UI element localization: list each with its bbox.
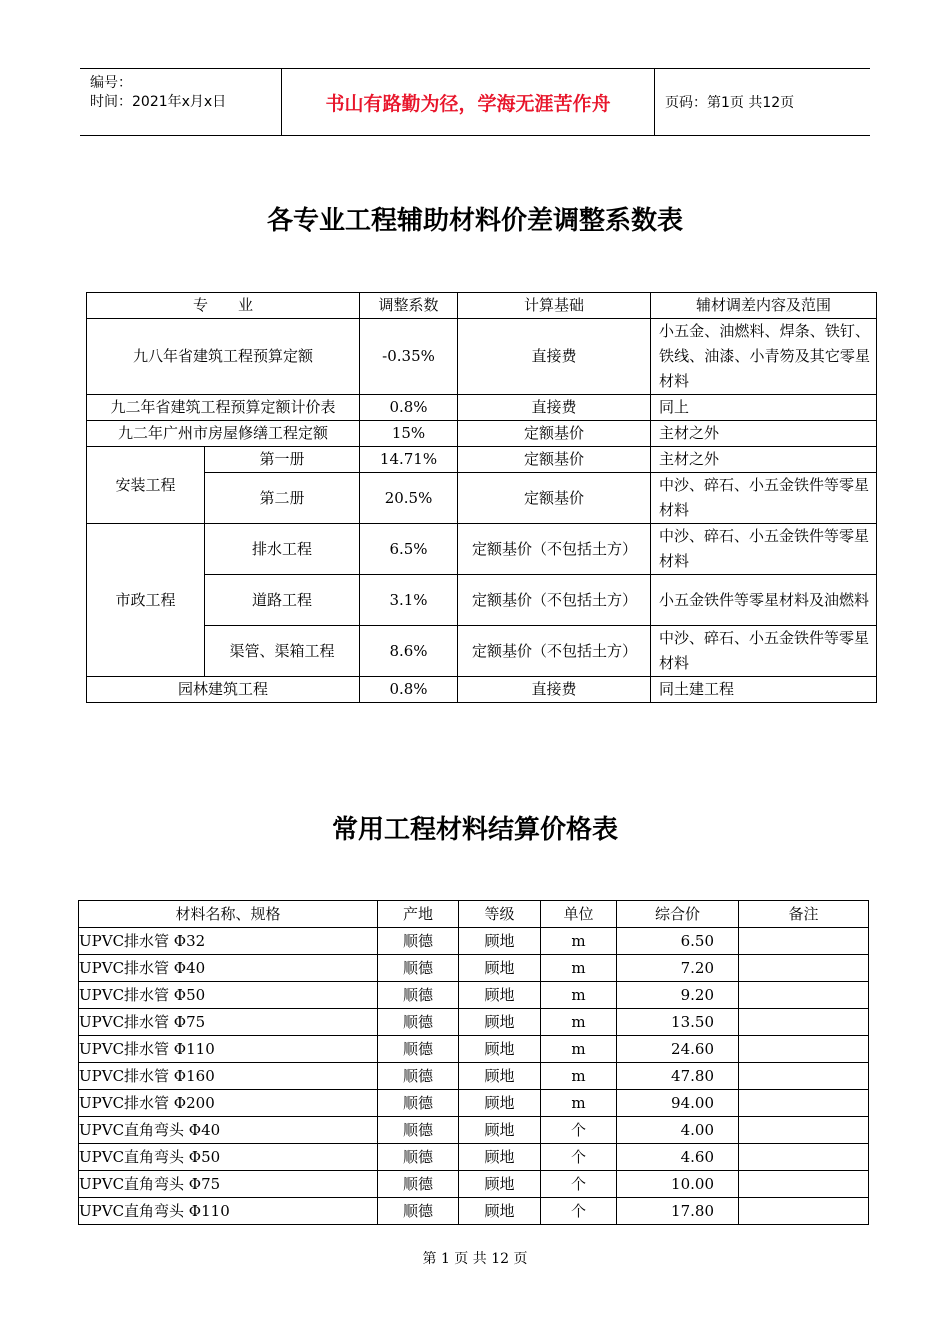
table-row: UPVC直角弯头 Φ40 顺德 顾地 个 4.00 xyxy=(79,1117,869,1144)
table-row: UPVC排水管 Φ200 顺德 顾地 m 94.00 xyxy=(79,1090,869,1117)
table-row: UPVC直角弯头 Φ50 顺德 顾地 个 4.60 xyxy=(79,1144,869,1171)
table-row: 安装工程 第一册 14.71% 定额基价 主材之外 xyxy=(87,447,877,473)
col-header-material: 材料名称、规格 xyxy=(79,901,378,928)
table-row: 第二册 20.5% 定额基价 中沙、碎石、小五金铁件等零星材料 xyxy=(87,473,877,524)
table-row: 园林建筑工程 0.8% 直接费 同土建工程 xyxy=(87,677,877,703)
table-row: UPVC排水管 Φ40 顺德 顾地 m 7.20 xyxy=(79,955,869,982)
table-row: 九二年广州市房屋修缮工程定额 15% 定额基价 主材之外 xyxy=(87,421,877,447)
col-header-remark: 备注 xyxy=(739,901,869,928)
material-price-table xyxy=(78,900,869,1225)
col-header-origin: 产地 xyxy=(378,901,459,928)
col-header-scope: 辅材调差内容及范围 xyxy=(651,293,877,319)
table-row: UPVC排水管 Φ110 顺德 顾地 m 24.60 xyxy=(79,1036,869,1063)
table-row: UPVC直角弯头 Φ110 顺德 顾地 个 17.80 xyxy=(79,1198,869,1225)
col-header-specialty: 专 业 xyxy=(87,293,360,319)
adjustment-coefficient-table xyxy=(86,292,877,703)
group-municipal: 市政工程 xyxy=(87,524,205,677)
page-footer: 第 1 页 共 12 页 xyxy=(422,1251,528,1267)
header-meta xyxy=(80,69,282,135)
doc-date-label: 时间：2021年x月x日 xyxy=(90,94,227,110)
table1-title: 各专业工程辅助材料价差调整系数表 xyxy=(266,206,683,236)
table-row: 九八年省建筑工程预算定额 -0.35% 直接费 小五金、油燃料、焊条、铁钉、铁线、油漆、小青笏及其它零星材料 xyxy=(87,319,877,395)
doc-number-label: 编号： xyxy=(90,75,132,91)
table-row: UPVC排水管 Φ32 顺德 顾地 m 6.50 xyxy=(79,928,869,955)
group-install: 安装工程 xyxy=(87,447,205,524)
col-header-basis: 计算基础 xyxy=(458,293,651,319)
table-row: 道路工程 3.1% 定额基价（不包括土方） 小五金铁件等零星材料及油燃料 xyxy=(87,575,877,626)
table-header-row xyxy=(79,901,869,928)
table-row: UPVC直角弯头 Φ75 顺德 顾地 个 10.00 xyxy=(79,1171,869,1198)
col-header-price: 综合价 xyxy=(617,901,739,928)
page-header xyxy=(80,68,870,136)
table-row: UPVC排水管 Φ75 顺德 顾地 m 13.50 xyxy=(79,1009,869,1036)
col-header-unit: 单位 xyxy=(541,901,617,928)
table2-title: 常用工程材料结算价格表 xyxy=(331,815,618,845)
table-row: UPVC排水管 Φ160 顺德 顾地 m 47.80 xyxy=(79,1063,869,1090)
col-header-grade: 等级 xyxy=(459,901,541,928)
table-header-row xyxy=(87,293,877,319)
header-page-info: 页码：第1页 共12页 xyxy=(665,95,795,111)
table-row: 九二年省建筑工程预算定额计价表 0.8% 直接费 同上 xyxy=(87,395,877,421)
col-header-coefficient: 调整系数 xyxy=(360,293,458,319)
table-row: 渠管、渠箱工程 8.6% 定额基价（不包括土方） 中沙、碎石、小五金铁件等零星材料 xyxy=(87,626,877,677)
table-row: UPVC排水管 Φ50 顺德 顾地 m 9.20 xyxy=(79,982,869,1009)
header-motto: 书山有路勤为径，学海无涯苦作舟 xyxy=(282,69,655,135)
table-row: 市政工程 排水工程 6.5% 定额基价（不包括土方） 中沙、碎石、小五金铁件等零星材料 xyxy=(87,524,877,575)
